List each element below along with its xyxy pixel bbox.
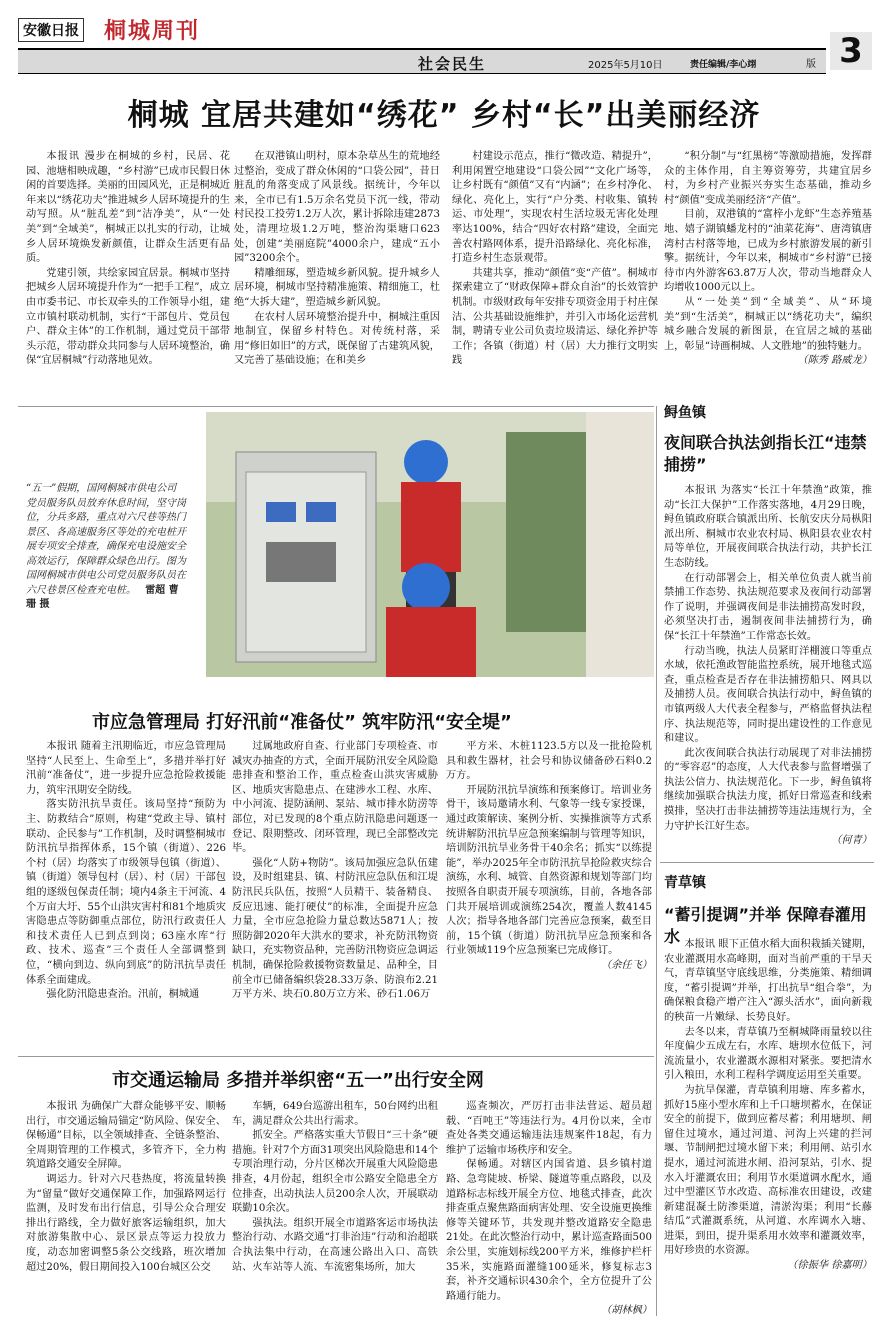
- paragraph: 共建共享，推动“颜值”变“产值”。桐城市探索建立了“财政保障+群众自治”的长效管护机制。市级财政每年安排专项资金用于村庄保洁、公共基础设施维护，并引入市场化运营机制，聘请专业公司负责垃圾清运、绿化养护等工作；各镇（街道）村（居）大力推行文明实践: [452, 267, 658, 367]
- author-byline: （胡林枫）: [601, 1305, 652, 1316]
- divider: [660, 862, 874, 863]
- paragraph: 车辆，649台巡游出租车，50台网约出租车，满足群众公共出行需求。: [232, 1101, 438, 1127]
- paragraph: 强化“人防+物防”。该局加强应急队伍建设，及时组建县、镇、村防汛应急队伍和江堤防汛民兵队伍，按照“人员精干、装备精良、反应迅速、能打硬仗”的标准，全面提升应急力量，全市应急抢险力量总数达5871人；按照防御2020年大洪水的要求，补充防汛物资缺口，充实物资品种，完善防汛物资应急调运机制，确保抢险救援物资数量足、品种全，目前全市已储备编织袋28.33万条、防浪布2.21万平方米、块石0.80万立方米、砂石1.06万: [232, 857, 438, 1001]
- paragraph: 过属地政府自查、行业部门专项检查、市减灾办抽查的方式，全面开展防汛安全风险隐患排查和整治工作，重点检查山洪灾害威胁区、地质灾害隐患点、在建涉水工程、水库、中小河流、提防涵闸、泵站、城市排水防涝等部位，对已发现的8个重点防汛隐患问题逐一登记、限期整改、闭环管理，现已全部整改完毕。: [232, 741, 438, 855]
- paragraph: 强执法。组织开展全市道路客运市场执法整治行动、水路交通“打非治违”行动和治超联合执法集中行动，在高速公路出入口、高铁站、火车站等人流、车流密集场所，加大: [232, 1217, 438, 1273]
- column-divider: [656, 406, 657, 1316]
- paragraph: 目前，双港镇的“富梓小龙虾”生态养殖基地、嬉子湖镇蟠龙村的“油菜花海”、唐湾镇唐湾村古村落等地，已成为乡村旅游发展的新引擎。据统计，今年以来，桐城市“乡村游”已接待市内外游客63.87万人次，带动当地群众人均增收1000元以上。: [664, 209, 872, 294]
- page-label: 版: [806, 59, 816, 70]
- story3-column-2: [232, 1100, 438, 1316]
- paragraph: 巡查频次，严厉打击非法营运、超员超载、“百吨王”等违法行为。4月份以来，全市查处各类交通运输违法违规案件18起，有力维护了运输市场秩序和安全。: [446, 1101, 652, 1156]
- paragraph: 党建引领，共绘家园宜居景。桐城市坚持把城乡人居环境提升作为“一把手工程”，成立由市委书记、市长双牵头的工作领导小组，建立市镇村联动机制，实行“干部包片、党员包户、群众主体”的工作机制，通过党员干部带头示范，带动群众共同参与人居环境整治，确保“宜居桐城”行动落地见效。: [26, 267, 230, 367]
- paragraph: 本报讯 为落实“长江十年禁渔”政策，推动“长江大保护”工作落实落地，4月29日晚，鲟鱼镇政府联合镇派出所、长航安庆分局枞阳派出所、桐城市农业农村局、枞阳县农业农村局等单位，开展夜间联合执法行动，共护长江生态防线。: [664, 485, 872, 569]
- section-bar: [18, 48, 826, 74]
- paragraph: 在行动部署会上，相关单位负责人就当前禁捕工作态势、执法规范要求及夜间行动部署作了说明，并强调夜间是非法捕捞高发时段，必须坚决打击，遏制夜间非法捕捞行为，确保“长江十年禁渔”工作常态长效。: [664, 572, 872, 642]
- author-byline: （徐振华 徐嘉明）: [787, 1260, 872, 1272]
- paragraph: “积分制”与“红黑榜”等激励措施，发挥群众的主体作用，自主筹资筹劳，共建宜居乡村，为乡村产业振兴夯实生态基础，推动乡村“颜值”变成美丽经济“产值”。: [664, 151, 872, 206]
- paragraph: 本报讯 眼下正值水稻大面积栽插关键期，农业灌溉用水高峰期，面对当前严重的干旱天气，青草镇坚守底线思维，分类施策、精细调度，“蓄引提调”并举，打出抗旱“组合拳”，为确保粮食稳产增产注入“源头活水”，面向新栽的秧苗一片嫩绿、长势良好。: [664, 939, 872, 1023]
- story3-column-3: [446, 1100, 652, 1316]
- paragraph: 本报讯 随着主汛期临近，市应急管理局坚持“人民至上、生命至上”，多措并举打好汛前“准备仗”，进一步提升应急抢险救援能力，筑牢汛期安全防线。: [26, 741, 226, 796]
- page-number: 3: [830, 32, 872, 70]
- editor-credit: 责任编辑/李心翊: [690, 60, 757, 70]
- lead-column-1: [26, 150, 230, 400]
- news-photo: [206, 412, 654, 677]
- lead-column-2: [234, 150, 440, 400]
- issue-date: 2025年5月10日: [588, 60, 663, 71]
- paragraph: 去冬以来，青草镇乃至桐城降雨量较以往年度偏少五成左右，水库、塘坝水位低下，河流流量小，农业灌溉水源相对紧张。要把清水引入粮田，水利工程科学调度运用至关重要。: [664, 1026, 872, 1082]
- story2-title: 市应急管理局 打好汛前“准备仗” 筑牢防汛“安全堤”: [92, 712, 512, 733]
- paragraph: 在农村人居环境整治提升中，桐城注重因地制宜，保留乡村特色。对传统村落，采用“修旧如旧”的方式，既保留了古建筑风貌，又完善了基础设施；在和美乡: [234, 311, 440, 367]
- paragraph: 在双港镇山明村，原本杂草丛生的荒地经过整治，变成了群众休闲的“口袋公园”，昔日脏乱的角落变成了风景线。据统计，今年以来，全市已有1.5万余名党员下沉一线，带动村民投工投劳1.2万人次，累计拆除违建2873处，清理垃圾1.2万吨，整治沟渠塘口623处，创建“美丽庭院”4000余户，建成“五小园”3200余个。: [234, 151, 440, 265]
- caption-credit: 雷超 曹珊 摄: [26, 584, 179, 610]
- author-byline: （何青）: [831, 835, 872, 847]
- paragraph: 落实防汛抗旱责任。该局坚持“预防为主、防救结合”原则，构建“党政主导、镇村联动、企民参与”工作机制，及时调整桐城市防汛抗旱指挥体系，15个镇（街道）、226个村（居）均落实了市级领导包镇（街道）、镇（街道）领导包村（居）、村（居）干部包组的逐级包保责任制；境内4条主干河流、4个万亩大圩、55个山洪灾害村和81个地质灾害隐患点等防御重点部位，防汛行政责任人和技术责任人已到点到岗；63座水库“行政、技术、巡查”三个责任人全部调整到位，“横向到边、纵向到底”的防汛抗旱责任体系全面建成。: [26, 799, 226, 986]
- photo-caption: [26, 482, 186, 613]
- paragraph: 抓安全。严格落实重大节假日“三十条”硬措施。针对7个方面31项突出风险隐患和14个专项治理行动，分片区梯次开展重大风险隐患排查，4月份起，组织全市公路安全隐患全方位排查，出动执法人员200余人次，开展联动联勤10余次。: [232, 1130, 438, 1215]
- divider: [18, 406, 654, 407]
- paragraph: 平方米、木桩1123.5方以及一批抢险机具和救生器材，社会号和协议储备砂石料0.2万方。: [446, 741, 652, 782]
- author-byline: （陈秀 路威龙）: [797, 355, 872, 367]
- paragraph: 行动当晚，执法人员紧盯洋棚渡口等重点水域，依托渔政智能监控系统，展开地毯式巡查，重点检查是否存在非法捕捞船只、网具以及捕捞人员。夜间联合执法行动中，鲟鱼镇的市镇两级人大代表全程参与，严格监督执法程序、执法规范等，同时提出建设性的工作意见和建议。: [664, 645, 872, 745]
- story2-column-1: [26, 740, 226, 1052]
- lead-column-3: [452, 150, 658, 400]
- divider: [18, 1056, 654, 1057]
- paragraph: 开展防汛抗旱演练和预案修订。培训业务骨干，该局邀请水利、气象等一线专家授课，通过政策解读、案例分析、实操推演等方式系统讲解防汛抗旱应急预案编制与管理等知识，培训防汛抗旱业务骨干40余名；抓实“以练提能”，举办2025年全市防汛抗旱抢险救灾综合演练，水利、城管、自然资源和规划等部门均按照各自职责开展专项演练，目前，各地各部门共开展培训或演练254次，覆盖人数4145人次；指导各地各部门完善应急预案，截至目前，15个镇（街道）防汛抗旱应急预案和各行业领域119个应急预案已完成修订。: [446, 784, 652, 957]
- paper-logo: 安徽日报: [18, 18, 84, 42]
- photo-illustration: [206, 412, 654, 677]
- story3-title: 市交通运输局 多措并举织密“五一”出行安全网: [112, 1070, 484, 1091]
- section-name: 社会民生: [418, 55, 487, 73]
- story2-column-3: [446, 740, 652, 1052]
- paragraph: 此次夜间联合执法行动展现了对非法捕捞的“零容忍”的态度，人大代表参与监督增强了执法公信力、执法规范化。下一步，鲟鱼镇将继续加强联合执法力度，抓好日常巡查和线索摸排，坚决打击非法捕捞等违法违规行为，全力守护长江好生态。: [664, 747, 872, 832]
- paragraph: 保畅通。对辖区内国省道、县乡镇村道路、急弯陡坡、桥梁、隧道等重点路段，以及道路标志标线开展全方位、地毯式排查，此次排查重点聚焦路面病害处理、安全设施更换维修等关键环节，共发现并整改道路安全隐患21处。在此次整治行动中，累计巡查路面500余公里，实施划标线200平方米，维修护栏杆35米，实施路面灌缝100延米，修复标志3套，补齐交通标识430余个，全方位提升了公路通行能力。: [446, 1159, 652, 1302]
- weekly-title: 桐城周刊: [104, 19, 201, 44]
- story3-column-1: [26, 1100, 226, 1316]
- paragraph: 从“一处美”到“全域美”、从“环境美”到“生活美”，桐城正以“绣花功夫”，编织城乡融合发展的新图景，在宜居之城的基础上，彰显“诗画桐城、人文胜地”的独特魅力。: [664, 296, 872, 352]
- paragraph: 本报讯 为确保广大群众能够平安、顺畅出行，市交通运输局锚定“防风险、保安全、保畅通”目标，以全领域排查、全链条整治、全周期管理的工作模式，多管齐下，全力构筑道路交通安全屏障。: [26, 1101, 226, 1171]
- lead-headline: 桐城 宜居共建如“绣花” 乡村“长”出美丽经济: [127, 98, 761, 133]
- lead-column-4: [664, 150, 872, 400]
- paragraph: 为抗旱保灌，青草镇利用塘、库多蓄水，抓好15座小型水库和上千口塘坝蓄水，在保证安全的前提下，做到应蓄尽蓄；利用塘坝、闸留住过境水，通过河道、河沟上兴建的拦河堰、节制闸把过境水留下来；利用闸、站引水提水，通过河流进水闸、沿河泵站，引水、提水入圩灌溉农田；利用节水渠道调水配水，通过中型灌区节水改造、高标准农田建设，改建新建混凝土防渗渠道，清淤沟渠；利用“长藤结瓜”式灌溉系统，从河道、水库调水入塘、进渠，到田，提升渠系用水效率和灌溉效率，用好珍贵的水资源。: [664, 1084, 872, 1257]
- masthead: [18, 14, 878, 44]
- side1-body: [664, 484, 872, 856]
- caption-text: “五一”假期，国网桐城市供电公司党员服务队员放弃休息时间，坚守岗位，分兵多路，重点对六尺巷等热门景区、各高速服务区等处的充电桩开展专项安全排查，确保充电设施安全高效运行，保障群众绿色出行。图为国网桐城市供电公司党员服务队员在六尺巷景区检查充电桩。: [26, 483, 186, 596]
- side1-kicker: 鲟鱼镇: [664, 405, 706, 421]
- paragraph: 调运力。针对六尺巷热度，将流量转换为“留量”做好交通保障工作，加强路网运行监测，及时发布出行信息，引导公众合理安排出行路线，全力做好旅客运输组织，加大对旅游集散中心、景区景点等运力投放力度，动态加密调整5条公交线路，班次增加超过20%，假日期间投入100台城区公交: [26, 1173, 226, 1273]
- paragraph: 精雕细琢，塑造城乡新风貌。提升城乡人居环境，桐城市坚持精准施策、精细施工，杜绝“大拆大建”，塑造城乡新风貌。: [234, 267, 440, 308]
- paragraph: 强化防汛隐患查治。汛前，桐城通: [46, 989, 200, 1001]
- paragraph: 村建设示范点，推行“微改造、精提升”，利用闲置空地建设“口袋公园”“文化广场等，让乡村既有“颜值”又有“内涵”；在乡村净化、绿化、亮化上，实行“户分类、村收集、镇转运、市处理”，实现农村生活垃圾无害化处理率达100%，结合“四好农村路”建设，全面完善农村路网体系，提升沿路绿化、亮化标准，打造乡村生态景观带。: [452, 151, 658, 265]
- side1-title: 夜间联合执法剑指长江“违禁捕捞”: [664, 433, 867, 474]
- story2-column-2: [232, 740, 438, 1052]
- paragraph: 本报讯 漫步在桐城的乡村，民居、花园、池塘相映成趣，“乡村游”已成市民假日休闲的首要选择。美丽的田园风光，正是桐城近年来以“绣花功夫”推进城乡人居环境提升的生动写照。从“脏乱差”到“洁净美”，从“一处美”到“全域美”，桐城正以扎实的行动，让城乡人居环境焕发新颜值，让群众生活更有品质。: [26, 151, 230, 265]
- side2-kicker: 青草镇: [664, 875, 706, 891]
- author-byline: （余任飞）: [601, 959, 652, 971]
- side2-body: [664, 938, 872, 1316]
- side2-title: “蓄引提调”并举 保障春灌用水: [664, 905, 867, 946]
